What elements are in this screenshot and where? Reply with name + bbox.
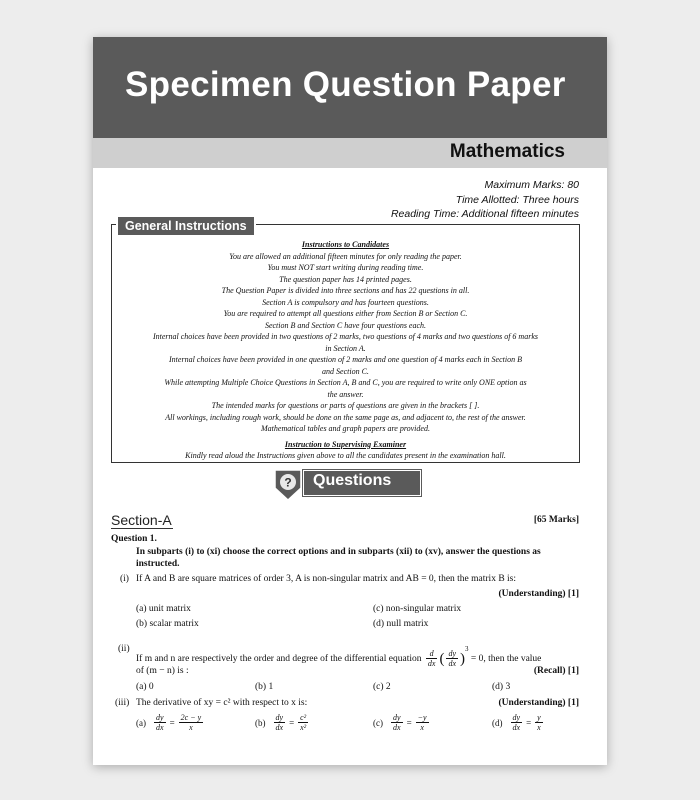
instruction-line: All workings, including rough work, should be done on the same page as, and adjacent to, the rest of the answer. xyxy=(165,412,526,422)
instruction-line: You are allowed an additional fifteen minutes for only reading the paper. xyxy=(229,251,462,261)
section-title: Section-A xyxy=(111,512,172,528)
subpart-tag: (Recall) [1] xyxy=(533,666,579,676)
instruction-line: Mathematical tables and graph papers are provided. xyxy=(261,424,430,433)
subpart-text-after: = 0, then the value xyxy=(470,654,542,664)
subpart-tag: (Understanding) [1] xyxy=(498,698,579,708)
section-underline xyxy=(111,528,173,529)
title-banner xyxy=(93,37,607,138)
option-equation: (b) $\frac{dy}{dx}$ = $\frac{\text{c²}}{\text{x²}}$ xyxy=(255,713,307,732)
instruction-line: Section B and Section C have four questions each. xyxy=(264,320,427,330)
general-instructions-tab: General Instructions xyxy=(116,215,256,237)
subpart-number: (iii) xyxy=(115,698,130,708)
subject-bar xyxy=(93,138,607,168)
subpart-text-before: If m and n are respectively the order and degree of the differential equation xyxy=(136,654,422,664)
instruction-line: The Question Paper is divided into three sections and has 22 questions in all. xyxy=(221,286,470,295)
svg-text:?: ? xyxy=(284,475,292,490)
option: (b) 1 xyxy=(255,682,274,692)
instruction-line: Internal choices have been provided in two questions of 2 marks, two questions of 4 marks and two questions of 6 marks xyxy=(152,332,538,341)
subpart-text: The derivative of xy = c² with respect to x is: xyxy=(136,698,308,708)
instruction-line: in Section A. xyxy=(325,343,366,353)
paper-title: Specimen Question Paper xyxy=(125,65,566,104)
question-intro: In subparts (i) to (xi) choose the correct options and in subparts (xii) to (xv), answer the questions as xyxy=(136,547,541,557)
subpart-number: (i) xyxy=(120,574,129,584)
subpart-text: If A and B are square matrices of order 3, A is non-singular matrix and AB = 0, then the matrix B is: xyxy=(136,574,517,584)
instruction-line: Section A is compulsory and has fourteen questions. xyxy=(262,297,429,307)
option: (a) unit matrix xyxy=(136,604,191,614)
max-marks: Maximum Marks: 80 xyxy=(484,179,579,191)
candidates-heading: Instructions to Candidates xyxy=(301,240,390,249)
question-intro-cont: instructed. xyxy=(136,559,180,569)
option: (d) 3 xyxy=(492,682,511,692)
instruction-line: Internal choices have been provided in one question of 2 marks and one question of 4 marks each in Section B xyxy=(169,355,522,364)
general-instructions-box xyxy=(111,224,580,463)
instruction-line: and Section C. xyxy=(322,366,369,376)
instruction-line: While attempting Multiple Choice Questions in Section A, B and C, you are required to write only ONE option as xyxy=(164,378,527,387)
option-equation: (c) $\frac{dy}{dx}$ = $\frac{-y}{x}$ xyxy=(373,713,427,732)
examiner-heading: Instruction to Supervising Examiner xyxy=(284,439,407,449)
instruction-line: The intended marks for questions or parts of questions are given in the brackets [ ]. xyxy=(211,401,480,410)
exam-meta xyxy=(391,178,579,222)
examiner-line: Kindly read aloud the Instructions given above to all the candidates present in the examination hall. xyxy=(185,451,506,460)
option-equation: (d) $\frac{dy}{dx}$ = $\frac{y}{x}$ xyxy=(492,713,541,732)
subject-title: Mathematics xyxy=(449,141,565,162)
instruction-line: The question paper has 14 printed pages. xyxy=(279,274,412,284)
option: (d) null matrix xyxy=(373,619,429,629)
question-label: Question 1. xyxy=(111,534,157,544)
option-equation: (a) $\frac{dy}{dx}$ = $\frac{2c - y}{x}$ xyxy=(136,713,202,732)
question-paper-page xyxy=(93,37,607,765)
instruction-line: You must NOT start writing during reading time. xyxy=(267,263,424,272)
option: (c) non-singular matrix xyxy=(373,604,462,614)
subpart-text-line2: of (m − n) is : xyxy=(136,666,189,676)
derivative-fraction: $\frac{dy}{dx}$ xyxy=(448,649,456,669)
question-mark-icon xyxy=(273,468,303,502)
subpart-text: If m and n are respectively the order and degree of the differential equation $\frac{d}{dx}$ ( $\frac{dy}{dx}$ )$^3$ = 0, then the value xyxy=(136,645,542,669)
exponent: 3 xyxy=(465,645,469,653)
option: (b) scalar matrix xyxy=(136,619,199,629)
instructions-text xyxy=(112,239,579,462)
subpart-tag: (Understanding) [1] xyxy=(498,589,579,599)
subpart-number: (ii) xyxy=(118,644,130,654)
time-allotted: Time Allotted: Three hours xyxy=(455,193,579,206)
questions-label: Questions xyxy=(313,472,392,489)
instruction-line: You are required to attempt all questions either from Section B or Section C. xyxy=(223,309,468,318)
option: (a) 0 xyxy=(136,682,154,692)
section-marks: [65 Marks] xyxy=(533,515,579,525)
derivative-operator: $\frac{d}{dx}$ xyxy=(427,649,436,669)
option: (c) 2 xyxy=(373,682,391,692)
reading-time: Reading Time: Additional fifteen minutes xyxy=(390,208,579,220)
questions-badge xyxy=(273,468,421,496)
instruction-line: the answer. xyxy=(327,389,364,399)
